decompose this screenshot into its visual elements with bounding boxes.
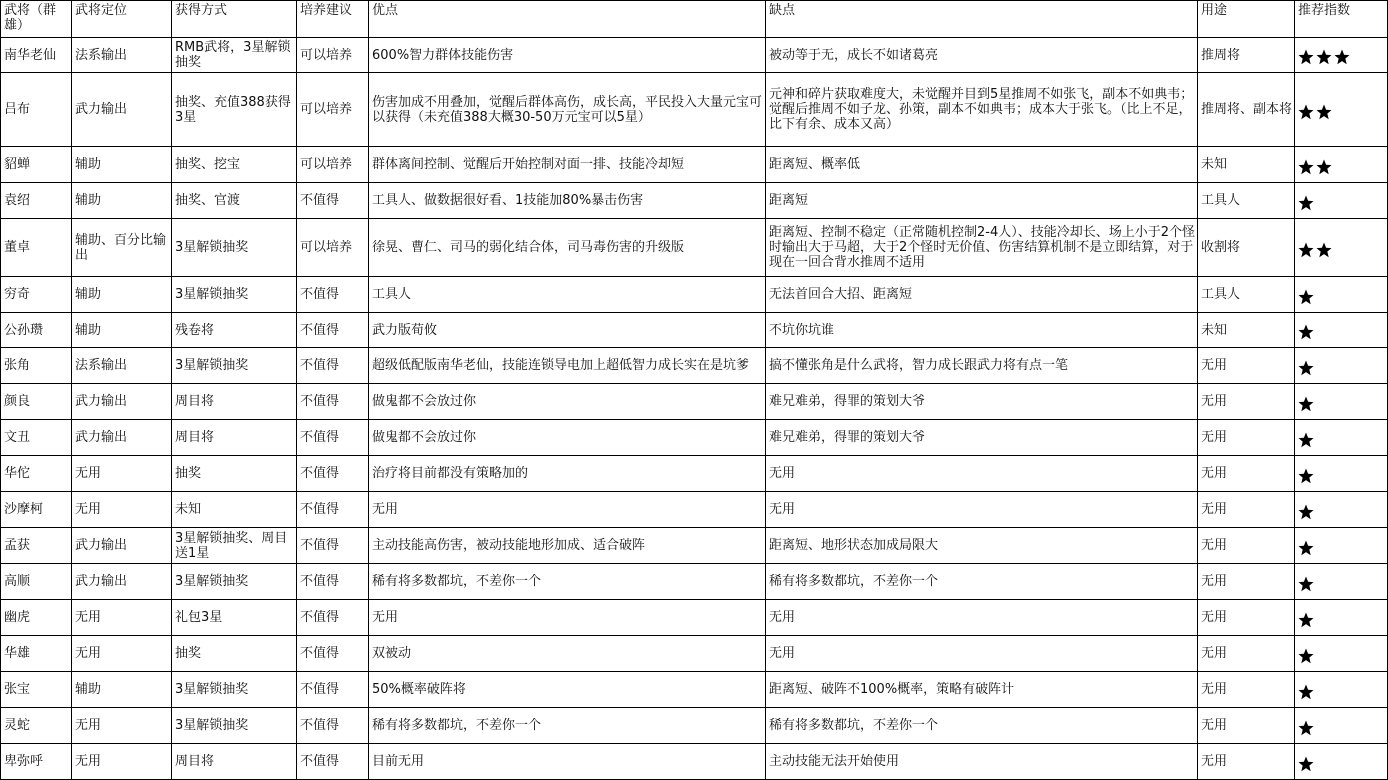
pros-cell: 稀有将多数都坑，不差你一个 xyxy=(369,564,766,600)
rating-cell xyxy=(1295,672,1388,708)
source-cell: 未知 xyxy=(172,492,297,528)
role-cell: 辅助 xyxy=(72,277,172,313)
rating-cell xyxy=(1295,219,1388,277)
cons-cell: 主动技能无法开始使用 xyxy=(766,744,1198,780)
role-cell: 无用 xyxy=(72,636,172,672)
table-row xyxy=(1,73,1388,147)
rating-cell xyxy=(1295,277,1388,313)
star-icon xyxy=(1316,104,1332,120)
table-row xyxy=(1,744,1388,780)
pros-cell: 做鬼都不会放过你 xyxy=(369,384,766,420)
advice-cell: 不值得 xyxy=(297,708,369,744)
source-cell: 抽奖 xyxy=(172,636,297,672)
advice-cell: 不值得 xyxy=(297,183,369,219)
star-icon xyxy=(1298,159,1314,175)
rating-cell xyxy=(1295,73,1388,147)
cons-cell: 不坑你坑谁 xyxy=(766,313,1198,348)
rating-cell xyxy=(1295,348,1388,384)
advice-cell: 不值得 xyxy=(297,744,369,780)
usage-cell: 无用 xyxy=(1198,564,1295,600)
pros-cell: 600%智力群体技能伤害 xyxy=(369,38,766,73)
general-name-cell: 穷奇 xyxy=(1,277,72,313)
usage-cell: 推周将、副本将 xyxy=(1198,73,1295,147)
advice-cell: 可以培养 xyxy=(297,38,369,73)
pros-cell: 工具人 xyxy=(369,277,766,313)
header-cons: 缺点 xyxy=(766,1,1198,38)
star-icon xyxy=(1298,504,1314,520)
source-cell: 残卷将 xyxy=(172,313,297,348)
usage-cell: 无用 xyxy=(1198,492,1295,528)
pros-cell: 武力版荀攸 xyxy=(369,313,766,348)
star-icon xyxy=(1316,242,1332,258)
rating-cell xyxy=(1295,636,1388,672)
general-name-cell: 董卓 xyxy=(1,219,72,277)
rating-cell xyxy=(1295,183,1388,219)
source-cell: 3星解锁抽奖 xyxy=(172,348,297,384)
table-row xyxy=(1,277,1388,313)
role-cell: 法系输出 xyxy=(72,348,172,384)
cons-cell: 无用 xyxy=(766,456,1198,492)
role-cell: 武力输出 xyxy=(72,528,172,564)
advice-cell: 可以培养 xyxy=(297,219,369,277)
cons-cell: 距离短、地形状态加成局限大 xyxy=(766,528,1198,564)
advice-cell: 不值得 xyxy=(297,492,369,528)
role-cell: 无用 xyxy=(72,600,172,636)
table-row xyxy=(1,492,1388,528)
star-icon xyxy=(1298,324,1314,340)
role-cell: 武力输出 xyxy=(72,73,172,147)
source-cell: 礼包3星 xyxy=(172,600,297,636)
role-cell: 无用 xyxy=(72,456,172,492)
star-icon xyxy=(1298,396,1314,412)
rating-cell xyxy=(1295,38,1388,73)
pros-cell: 无用 xyxy=(369,492,766,528)
general-name-cell: 华佗 xyxy=(1,456,72,492)
pros-cell: 50%概率破阵将 xyxy=(369,672,766,708)
table-row xyxy=(1,708,1388,744)
table-row xyxy=(1,564,1388,600)
star-icon xyxy=(1298,720,1314,736)
header-source: 获得方式 xyxy=(172,1,297,38)
advice-cell: 可以培养 xyxy=(297,147,369,183)
rating-cell xyxy=(1295,708,1388,744)
source-cell: 3星解锁抽奖 xyxy=(172,219,297,277)
usage-cell: 无用 xyxy=(1198,456,1295,492)
star-icon xyxy=(1298,576,1314,592)
source-cell: RMB武将，3星解锁抽奖 xyxy=(172,38,297,73)
usage-cell: 收割将 xyxy=(1198,219,1295,277)
general-name-cell: 高顺 xyxy=(1,564,72,600)
general-name-cell: 南华老仙 xyxy=(1,38,72,73)
usage-cell: 无用 xyxy=(1198,636,1295,672)
header-rating: 推荐指数 xyxy=(1295,1,1388,38)
source-cell: 3星解锁抽奖 xyxy=(172,564,297,600)
usage-cell: 工具人 xyxy=(1198,183,1295,219)
role-cell: 辅助、百分比输出 xyxy=(72,219,172,277)
star-icon xyxy=(1334,49,1350,65)
rating-cell xyxy=(1295,147,1388,183)
advice-cell: 不值得 xyxy=(297,600,369,636)
general-name-cell: 幽虎 xyxy=(1,600,72,636)
star-icon xyxy=(1298,289,1314,305)
role-cell: 辅助 xyxy=(72,147,172,183)
cons-cell: 难兄难弟，得罪的策划大爷 xyxy=(766,384,1198,420)
rating-cell xyxy=(1295,313,1388,348)
header-row xyxy=(1,1,1388,38)
pros-cell: 目前无用 xyxy=(369,744,766,780)
header-role: 武将定位 xyxy=(72,1,172,38)
rating-cell xyxy=(1295,384,1388,420)
source-cell: 抽奖、挖宝 xyxy=(172,147,297,183)
usage-cell: 无用 xyxy=(1198,744,1295,780)
cons-cell: 难兄难弟，得罪的策划大爷 xyxy=(766,420,1198,456)
star-icon xyxy=(1298,540,1314,556)
pros-cell: 无用 xyxy=(369,600,766,636)
pros-cell: 做鬼都不会放过你 xyxy=(369,420,766,456)
role-cell: 法系输出 xyxy=(72,38,172,73)
pros-cell: 双被动 xyxy=(369,636,766,672)
pros-cell: 工具人、做数据很好看、1技能加80%暴击伤害 xyxy=(369,183,766,219)
role-cell: 无用 xyxy=(72,744,172,780)
role-cell: 无用 xyxy=(72,492,172,528)
rating-cell xyxy=(1295,528,1388,564)
header-pros: 优点 xyxy=(369,1,766,38)
role-cell: 武力输出 xyxy=(72,384,172,420)
table-row xyxy=(1,219,1388,277)
general-name-cell: 袁绍 xyxy=(1,183,72,219)
advice-cell: 不值得 xyxy=(297,672,369,708)
header-usage: 用途 xyxy=(1198,1,1295,38)
usage-cell: 无用 xyxy=(1198,528,1295,564)
cons-cell: 距离短、破阵不100%概率，策略有破阵计 xyxy=(766,672,1198,708)
source-cell: 3星解锁抽奖 xyxy=(172,672,297,708)
general-name-cell: 公孙瓒 xyxy=(1,313,72,348)
table-row xyxy=(1,672,1388,708)
general-name-cell: 貂蝉 xyxy=(1,147,72,183)
star-icon xyxy=(1298,648,1314,664)
table-row xyxy=(1,600,1388,636)
general-name-cell: 华雄 xyxy=(1,636,72,672)
role-cell: 武力输出 xyxy=(72,420,172,456)
star-icon xyxy=(1298,242,1314,258)
star-icon xyxy=(1298,104,1314,120)
source-cell: 抽奖 xyxy=(172,456,297,492)
rating-cell xyxy=(1295,420,1388,456)
general-name-cell: 颜良 xyxy=(1,384,72,420)
cons-cell: 稀有将多数都坑，不差你一个 xyxy=(766,564,1198,600)
usage-cell: 无用 xyxy=(1198,348,1295,384)
usage-cell: 无用 xyxy=(1198,384,1295,420)
table-row xyxy=(1,348,1388,384)
usage-cell: 未知 xyxy=(1198,147,1295,183)
header-general: 武将（群雄） xyxy=(1,1,72,38)
role-cell: 无用 xyxy=(72,708,172,744)
source-cell: 3星解锁抽奖 xyxy=(172,277,297,313)
source-cell: 周目将 xyxy=(172,384,297,420)
advice-cell: 不值得 xyxy=(297,564,369,600)
usage-cell: 无用 xyxy=(1198,600,1295,636)
table-row xyxy=(1,456,1388,492)
table-row xyxy=(1,313,1388,348)
source-cell: 周目将 xyxy=(172,420,297,456)
role-cell: 武力输出 xyxy=(72,564,172,600)
cons-cell: 距离短、概率低 xyxy=(766,147,1198,183)
star-icon xyxy=(1298,612,1314,628)
table-body xyxy=(1,38,1388,780)
cons-cell: 无用 xyxy=(766,600,1198,636)
table-row xyxy=(1,147,1388,183)
source-cell: 周目将 xyxy=(172,744,297,780)
general-name-cell: 吕布 xyxy=(1,73,72,147)
usage-cell: 无用 xyxy=(1198,420,1295,456)
rating-cell xyxy=(1295,456,1388,492)
rating-cell xyxy=(1295,492,1388,528)
cons-cell: 无法首回合大招、距离短 xyxy=(766,277,1198,313)
role-cell: 辅助 xyxy=(72,672,172,708)
cons-cell: 稀有将多数都坑，不差你一个 xyxy=(766,708,1198,744)
pros-cell: 伤害加成不用叠加，觉醒后群体高伤，成长高，平民投入大量元宝可以获得（未充值388大概30-50万元宝可以5星） xyxy=(369,73,766,147)
source-cell: 3星解锁抽奖 xyxy=(172,708,297,744)
star-icon xyxy=(1298,468,1314,484)
advice-cell: 不值得 xyxy=(297,277,369,313)
general-name-cell: 卑弥呼 xyxy=(1,744,72,780)
advice-cell: 不值得 xyxy=(297,528,369,564)
pros-cell: 主动技能高伤害，被动技能地形加成、适合破阵 xyxy=(369,528,766,564)
table-row xyxy=(1,384,1388,420)
source-cell: 3星解锁抽奖、周目送1星 xyxy=(172,528,297,564)
pros-cell: 徐晃、曹仁、司马的弱化结合体，司马毒伤害的升级版 xyxy=(369,219,766,277)
role-cell: 辅助 xyxy=(72,313,172,348)
cons-cell: 被动等于无，成长不如诸葛亮 xyxy=(766,38,1198,73)
advice-cell: 不值得 xyxy=(297,313,369,348)
cons-cell: 无用 xyxy=(766,492,1198,528)
table-row xyxy=(1,528,1388,564)
advice-cell: 不值得 xyxy=(297,384,369,420)
pros-cell: 群体离间控制、觉醒后开始控制对面一排、技能冷却短 xyxy=(369,147,766,183)
pros-cell: 治疗将目前都没有策略加的 xyxy=(369,456,766,492)
advice-cell: 不值得 xyxy=(297,456,369,492)
advice-cell: 不值得 xyxy=(297,348,369,384)
general-name-cell: 张宝 xyxy=(1,672,72,708)
general-name-cell: 张角 xyxy=(1,348,72,384)
star-icon xyxy=(1298,684,1314,700)
rating-cell xyxy=(1295,744,1388,780)
general-name-cell: 灵蛇 xyxy=(1,708,72,744)
usage-cell: 无用 xyxy=(1198,708,1295,744)
cons-cell: 距离短、控制不稳定（正常随机控制2-4人）、技能冷却长、场上小于2个怪时输出大于马超，大于2个怪时无价值、伤害结算机制不是立即结算，对于现在一回合背水推周不适用 xyxy=(766,219,1198,277)
rating-cell xyxy=(1295,600,1388,636)
star-icon xyxy=(1298,432,1314,448)
usage-cell: 工具人 xyxy=(1198,277,1295,313)
rating-cell xyxy=(1295,564,1388,600)
star-icon xyxy=(1316,49,1332,65)
table-row xyxy=(1,636,1388,672)
table-row xyxy=(1,420,1388,456)
star-icon xyxy=(1298,195,1314,211)
pros-cell: 稀有将多数都坑，不差你一个 xyxy=(369,708,766,744)
general-name-cell: 沙摩柯 xyxy=(1,492,72,528)
general-name-cell: 孟获 xyxy=(1,528,72,564)
table-row xyxy=(1,183,1388,219)
source-cell: 抽奖、充值388获得3星 xyxy=(172,73,297,147)
role-cell: 辅助 xyxy=(72,183,172,219)
star-icon xyxy=(1298,49,1314,65)
general-name-cell: 文丑 xyxy=(1,420,72,456)
usage-cell: 无用 xyxy=(1198,672,1295,708)
cons-cell: 无用 xyxy=(766,636,1198,672)
cons-cell: 搞不懂张角是什么武将，智力成长跟武力将有点一笔 xyxy=(766,348,1198,384)
cons-cell: 元神和碎片获取难度大，未觉醒并目到5星推周不如张飞，副本不如典韦；觉醒后推周不如子龙、孙策，副本不如典韦；成本大于张飞。（比上不足，比下有余、成本又高） xyxy=(766,73,1198,147)
star-icon xyxy=(1298,360,1314,376)
star-icon xyxy=(1298,756,1314,772)
header-advice: 培养建议 xyxy=(297,1,369,38)
source-cell: 抽奖、官渡 xyxy=(172,183,297,219)
usage-cell: 推周将 xyxy=(1198,38,1295,73)
table-row xyxy=(1,38,1388,73)
cons-cell: 距离短 xyxy=(766,183,1198,219)
star-icon xyxy=(1316,159,1332,175)
advice-cell: 不值得 xyxy=(297,420,369,456)
usage-cell: 未知 xyxy=(1198,313,1295,348)
pros-cell: 超级低配版南华老仙，技能连锁导电加上超低智力成长实在是坑爹 xyxy=(369,348,766,384)
advice-cell: 可以培养 xyxy=(297,73,369,147)
advice-cell: 不值得 xyxy=(297,636,369,672)
